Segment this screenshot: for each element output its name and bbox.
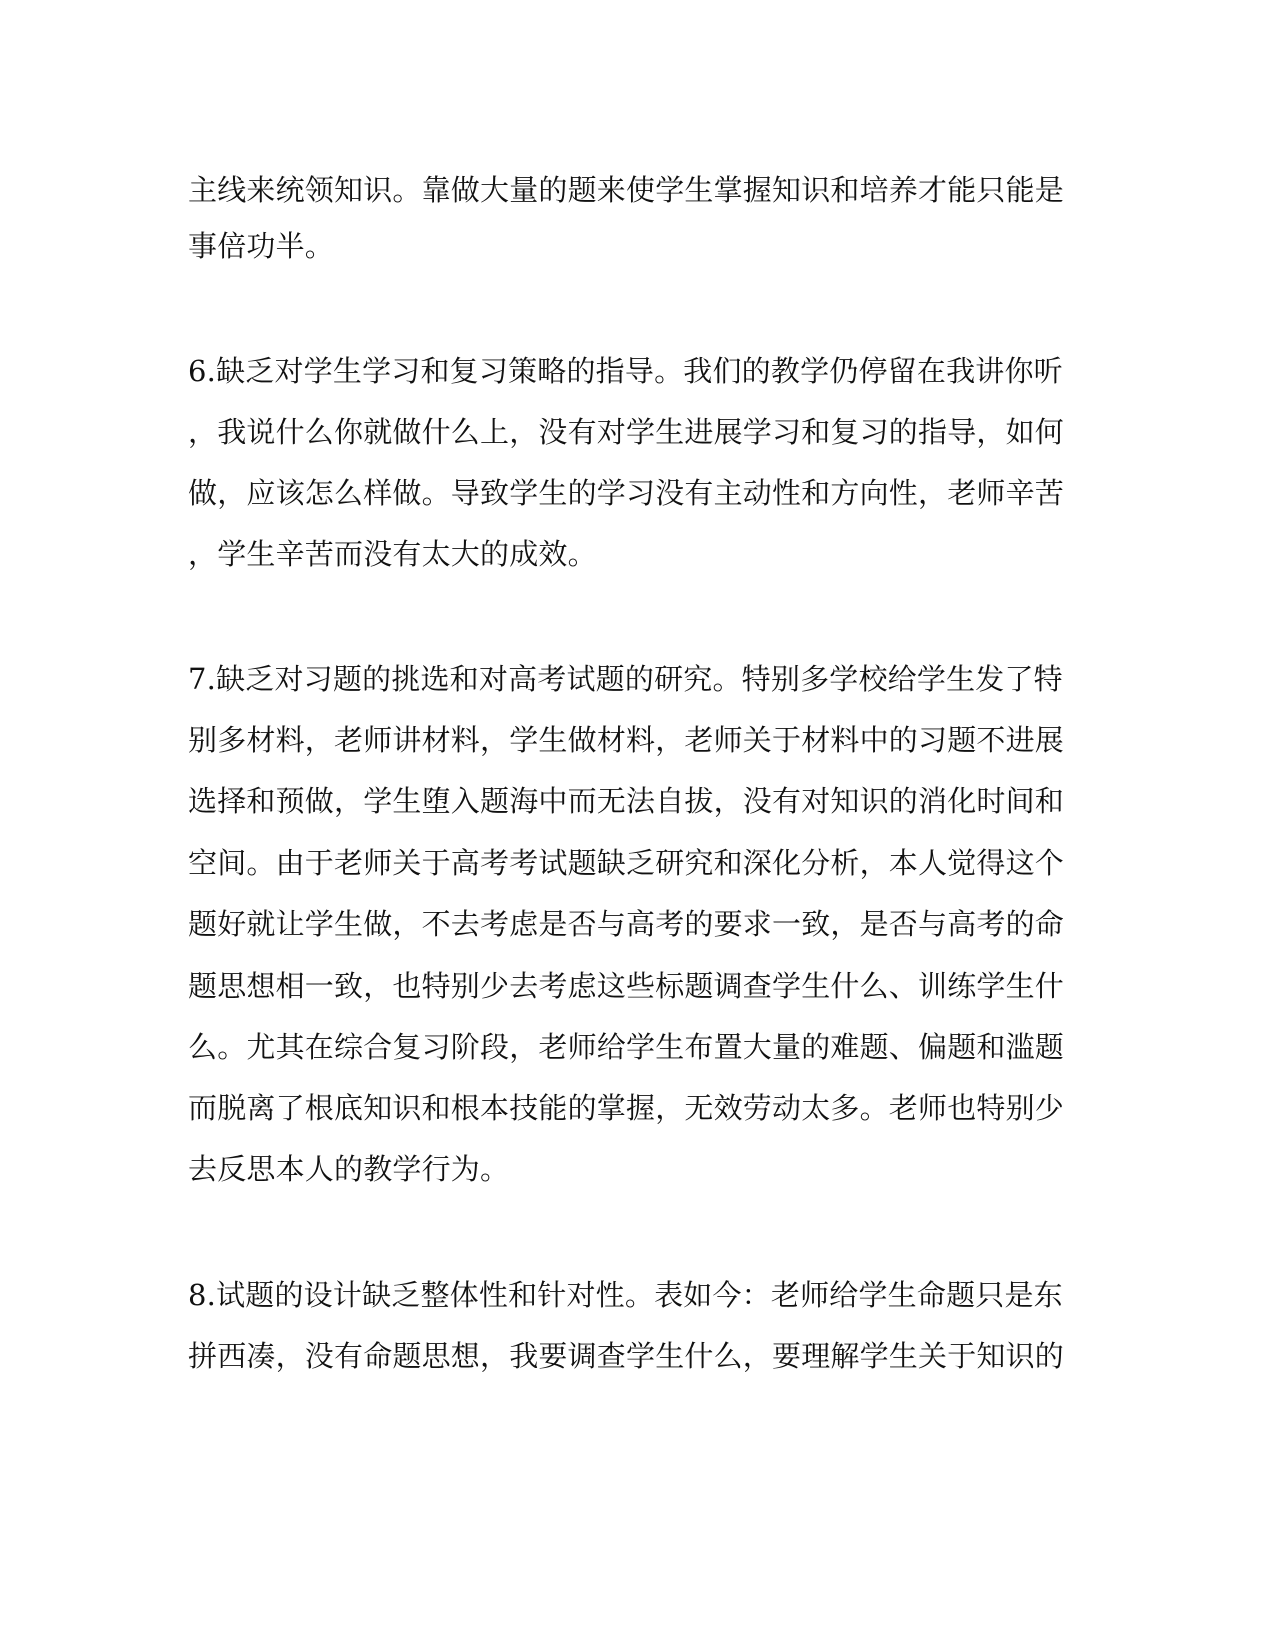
text-line: 题好就让学生做，不去考虑是否与高考的要求一致，是否与高考的命	[188, 907, 1065, 941]
text-line: ，我说什么你就做什么上，没有对学生进展学习和复习的指导，如何	[188, 415, 1065, 449]
text-line: 么。尤其在综合复习阶段，老师给学生布置大量的难题、偏题和滥题	[188, 1030, 1065, 1064]
text-line: 7.缺乏对习题的挑选和对高考试题的研究。特别多学校给学生发了特	[188, 662, 1063, 696]
text-line: 选择和预做，学生堕入题海中而无法自拔，没有对知识的消化时间和	[188, 784, 1065, 818]
text-line: 事倍功半。	[188, 229, 335, 263]
text-line: 空间。由于老师关于高考考试题缺乏研究和深化分析，本人觉得这个	[188, 846, 1065, 880]
text-line: 主线来统领知识。靠做大量的题来使学生掌握知识和培养才能只能是	[188, 173, 1065, 207]
text-line: 8.试题的设计缺乏整体性和针对性。表如今：老师给学生命题只是东	[188, 1278, 1063, 1312]
text-line: 别多材料，老师讲材料，学生做材料，老师关于材料中的习题不进展	[188, 723, 1065, 757]
text-line: 拼西凑，没有命题思想，我要调查学生什么，要理解学生关于知识的	[188, 1339, 1065, 1373]
text-line: 题思想相一致，也特别少去考虑这些标题调查学生什么、训练学生什	[188, 969, 1065, 1003]
text-line: 而脱离了根底知识和根本技能的掌握，无效劳动太多。老师也特别少	[188, 1091, 1065, 1125]
text-line: 做，应该怎么样做。导致学生的学习没有主动性和方向性，老师辛苦	[188, 476, 1065, 510]
text-line: 6.缺乏对学生学习和复习策略的指导。我们的教学仍停留在我讲你听	[188, 354, 1063, 388]
text-line: ，学生辛苦而没有太大的成效。	[188, 537, 597, 571]
text-line: 去反思本人的教学行为。	[188, 1152, 510, 1186]
